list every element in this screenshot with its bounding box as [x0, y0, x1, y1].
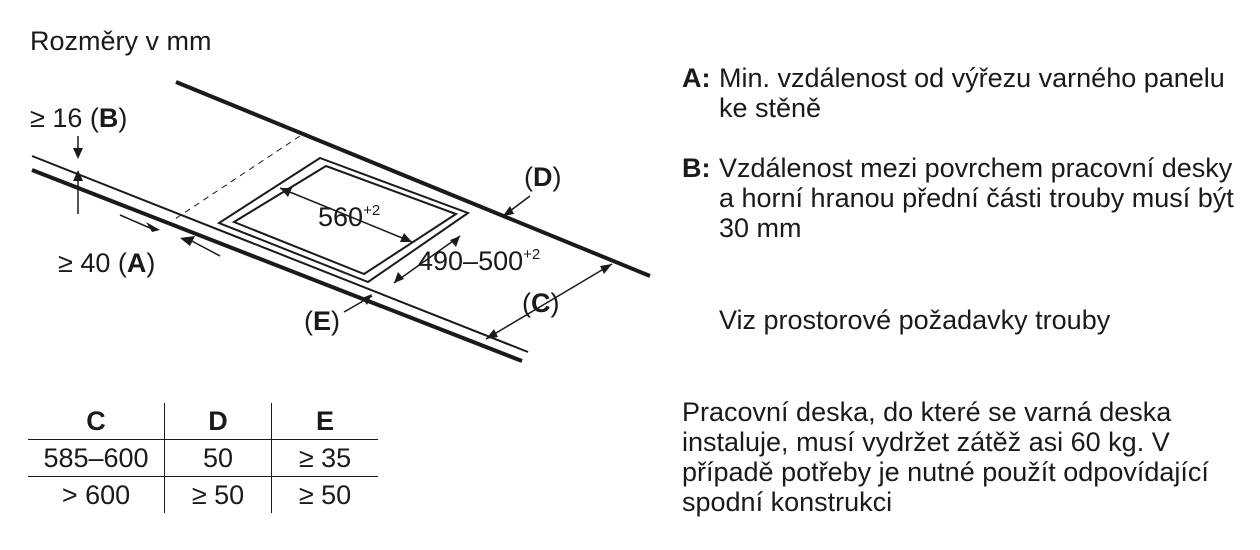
- legend-key: B:: [682, 153, 711, 183]
- table-cell: 50: [165, 440, 272, 477]
- table-cell: ≥ 50: [165, 477, 272, 514]
- table-cell: ≥ 50: [272, 477, 379, 514]
- label-a: ≥ 40 (A): [58, 248, 156, 278]
- legend-text: Vzdálenost mezi povrchem pracovní desky a horní hranou přední části trouby musí být 30 mm: [719, 153, 1234, 243]
- worktop-load-note: Pracovní deska, do které se varná deska instaluje, musí vydržet zátěž asi 60 kg. V případě potřeby je nutné použít odpovídající spodní konstrukci: [682, 397, 1209, 517]
- label-e: (E): [304, 306, 341, 336]
- label-depth-490-500: $490-500^{+2}$: [418, 246, 541, 276]
- table-header-d: D: [165, 403, 272, 440]
- table-cell: > 600: [28, 477, 165, 514]
- table-row: [28, 477, 378, 514]
- page-title: Rozměry v mm: [30, 26, 212, 56]
- label-d: (D): [524, 162, 562, 192]
- reference-line: [172, 136, 300, 221]
- label-width-560: $560^{+2}$: [318, 202, 381, 232]
- table-cell: ≥ 35: [272, 440, 379, 477]
- table-header-c: C: [28, 403, 165, 440]
- legend-item-b: [682, 153, 1242, 243]
- table-header-row: [28, 403, 378, 440]
- legend-item-a: [682, 63, 1242, 123]
- table-row: [28, 440, 378, 477]
- worktop-back-edge: [176, 82, 650, 276]
- label-c: (C): [522, 288, 560, 318]
- dimensions-table: [28, 403, 378, 513]
- table-header-e: E: [315, 405, 334, 436]
- legend-text: Min. vzdálenost od výřezu varného panelu ke stěně: [719, 63, 1225, 123]
- legend-key: A:: [682, 63, 711, 93]
- label-b: ≥ 16 (B): [30, 103, 128, 133]
- table-cell: 585–600: [28, 440, 165, 477]
- cutout-diagram: [0, 0, 660, 400]
- oven-requirements-note: Viz prostorové požadavky trouby: [719, 305, 1111, 335]
